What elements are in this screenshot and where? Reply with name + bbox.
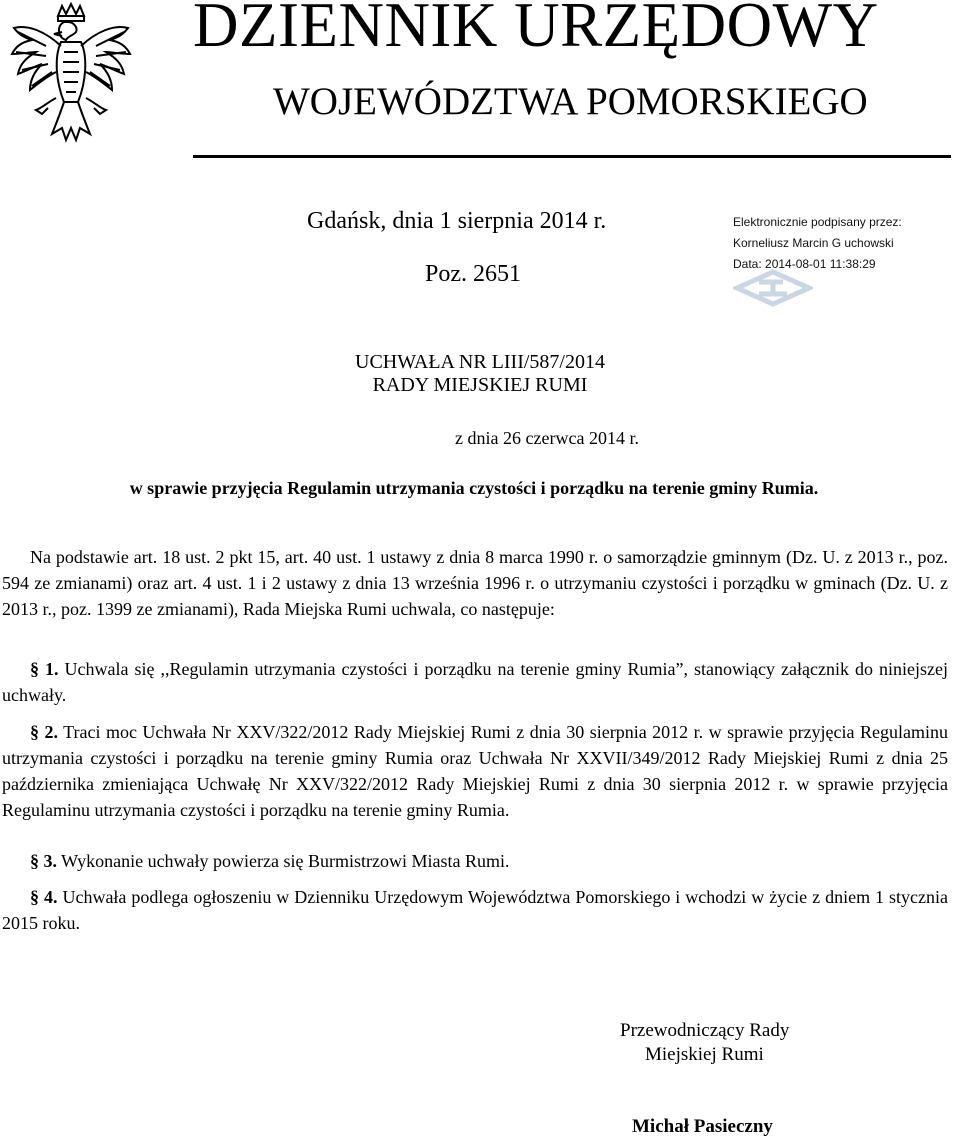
issue-place-date: Gdańsk, dnia 1 sierpnia 2014 r. (307, 208, 607, 234)
section-4-text: Uchwała podlega ogłoszeniu w Dzienniku Urzędowym Województwa Pomorskiego i wchodzi w życie z dniem 1 stycznia 2015 roku. (2, 887, 949, 933)
resolution-body: RADY MIEJSKIEJ RUMI (372, 374, 588, 396)
section-3-label: § 3. (30, 851, 57, 871)
crowned-eagle-emblem (6, 2, 136, 152)
section-2-text: Traci moc Uchwała Nr XXV/322/2012 Rady Miejskiej Rumi z dnia 30 sierpnia 2012 r. w sprawie przyjęcia Regulaminu utrzymania czystości i porządku na terenie gminy Rumia oraz Uchwała Nr XXVII/349/2012 Rady Miejskiej Rumi z dnia 25 października zmieniająca Uchwałę Nr XXV/322/2012 Rady Miejskiej Rumi z dnia 30 sierpnia 2012 r. w sprawie przyjęcia Regulaminu utrzymania czystości i porządku na terenie gminy Rumia. (2, 722, 948, 820)
signature-line-signer: Korneliusz Marcin G uchowski (733, 236, 894, 250)
resolution-date: z dnia 26 czerwca 2014 r. (455, 428, 639, 448)
section-1-label: § 1. (30, 659, 59, 679)
journal-title: DZIENNIK URZĘDOWY (193, 0, 879, 60)
preamble-text: Na podstawie art. 18 ust. 2 pkt 15, art. 40 ust. 1 ustawy z dnia 8 marca 1990 r. o samorządzie gminnym (Dz. U. z 2013 r., poz. 594 ze zmianami) oraz art. 4 ust. 1 i 2 ustawy z dnia 13 września 1996 r. o utrzymaniu czystości i porządku w gminach (Dz. U. z 2013 r., poz. 1399 ze zmianami), Rada Miejska Rumi uchwala, co następuje: (2, 547, 948, 619)
preamble (2, 544, 948, 622)
section-2 (2, 719, 948, 823)
section-4-label: § 4. (30, 887, 58, 907)
section-2-label: § 2. (30, 722, 58, 742)
section-1 (2, 656, 948, 708)
section-3 (2, 848, 948, 874)
signatory-title-line-2: Miejskiej Rumi (645, 1044, 764, 1065)
signature-line-date: Data: 2014-08-01 11:38:29 (733, 257, 876, 271)
electronic-signature-block (733, 212, 953, 308)
issue-position: Poz. 2651 (425, 261, 521, 287)
header-divider (193, 155, 951, 158)
resolution-number: UCHWAŁA NR LIII/587/2014 (355, 351, 605, 373)
section-4 (2, 884, 948, 936)
resolution-subject: w sprawie przyjęcia Regulamin utrzymania czystości i porządku na terenie gminy Rumia. (129, 478, 819, 498)
section-3-text: Wykonanie uchwały powierza się Burmistrzowi Miasta Rumi. (57, 851, 510, 871)
signatory-name: Michał Pasieczny (632, 1116, 773, 1137)
signatory-title-line-1: Przewodniczący Rady (620, 1020, 790, 1041)
section-1-text: Uchwala się ,,Regulamin utrzymania czystości i porządku na terenie gminy Rumia”, stanowiący załącznik do niniejszej uchwały. (2, 659, 949, 705)
signature-line-signed-by: Elektronicznie podpisany przez: (733, 215, 902, 229)
journal-subtitle: WOJEWÓDZTWA POMORSKIEGO (273, 80, 868, 123)
